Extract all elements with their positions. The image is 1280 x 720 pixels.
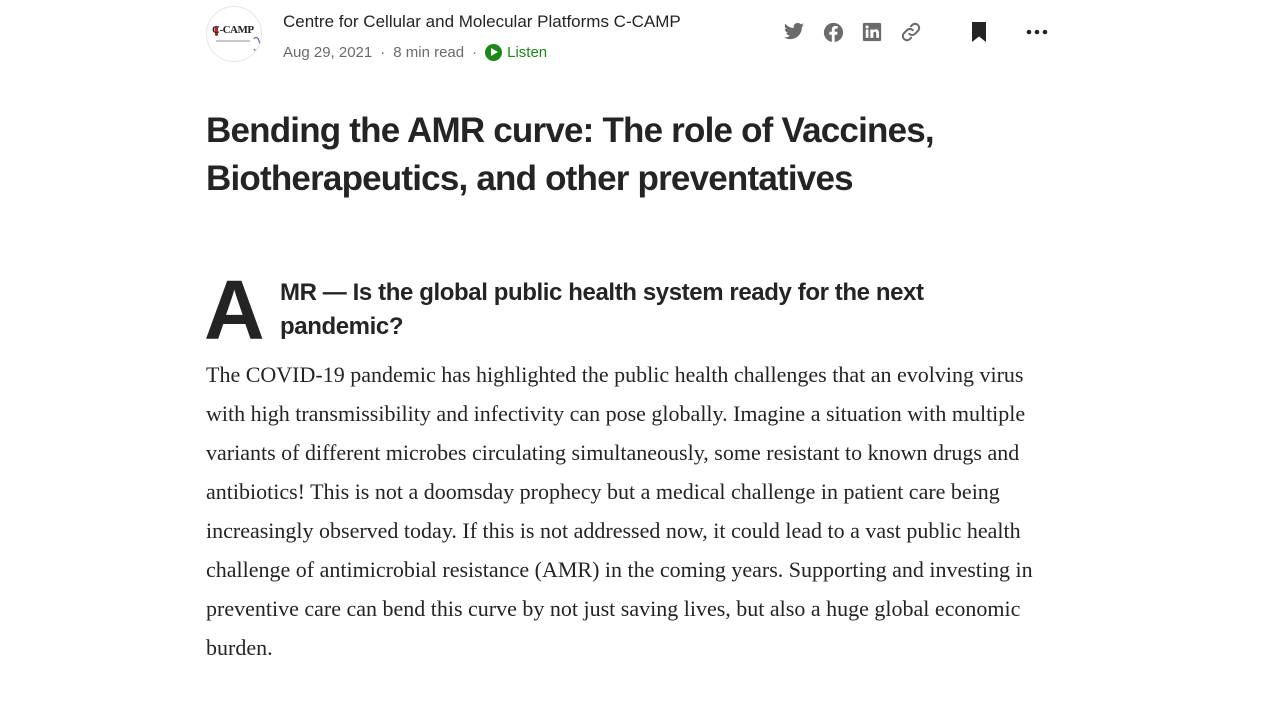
meta-separator: · [380,44,386,61]
drop-cap: A [204,263,263,357]
article-paragraph: The COVID-19 pandemic has highlighted the public health challenges that an evolving virus with high transmissibility and infectivity can pose globally. Imagine a situation with multiple variants of different microbes circulating simultaneously, some resistant to known drugs and antibiotics! This is not a doomsday prophecy but a medical challenge in patient care being increasingly observed today. If this is not addressed now, it could lead to a vast public health challenge of antimicrobial resistance (AMR) in the coming years. Supporting and investing in preventive care can bend this curve by not just saving lives, but also a huge global economic burden. [206,362,1033,660]
article-header [206,6,1051,66]
facebook-icon[interactable] [821,20,845,44]
share-actions [782,20,1049,44]
article-subheading: MR — Is the global public health system ready for the next pandemic? [280,279,924,340]
avatar-logo-text: C-CAMP [212,24,254,36]
twitter-icon[interactable] [782,20,806,44]
author-avatar[interactable] [206,6,262,62]
author-name-link[interactable]: Centre for Cellular and Molecular Platforms C-CAMP [283,12,681,31]
read-time: 8 min read [393,44,465,61]
play-icon [485,44,502,61]
listen-label: Listen [507,44,548,61]
listen-button[interactable] [485,44,547,61]
bookmark-icon[interactable] [967,20,991,44]
linkedin-icon[interactable] [860,20,884,44]
more-icon[interactable] [1025,20,1049,44]
publish-date: Aug 29, 2021 [283,44,373,61]
avatar-logo-underline [216,40,250,42]
link-icon[interactable] [899,20,923,44]
avatar-logo-swirl [252,37,260,51]
article-title: Bending the AMR curve: The role of Vaccines, Biotherapeutics, and other preventatives [206,111,934,198]
article-meta [283,44,547,61]
meta-separator: · [472,44,478,61]
